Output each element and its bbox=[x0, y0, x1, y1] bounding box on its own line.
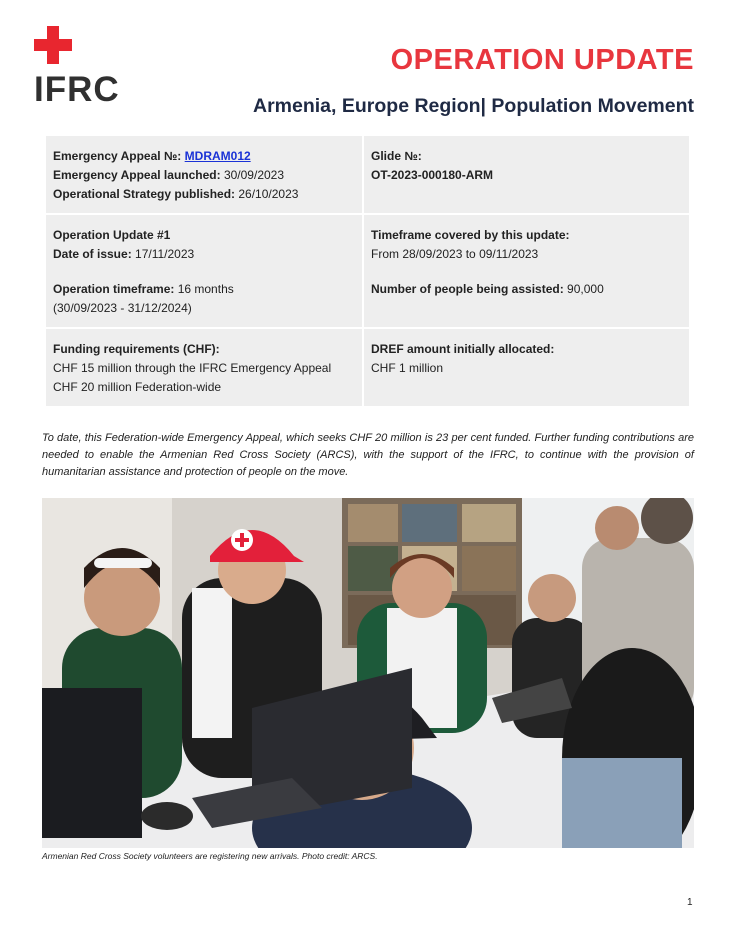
dref-label: DREF amount initially allocated: bbox=[371, 342, 555, 356]
launched-label: Emergency Appeal launched: bbox=[53, 168, 221, 182]
update-cell bbox=[46, 214, 363, 328]
operation-info-table bbox=[46, 136, 689, 406]
people-label: Number of people being assisted: bbox=[371, 282, 564, 296]
ifrc-logo bbox=[34, 22, 134, 112]
strategy-label: Operational Strategy published: bbox=[53, 187, 236, 201]
glide-label: Glide №: bbox=[371, 149, 422, 163]
table-row bbox=[46, 136, 689, 214]
appeal-link[interactable]: MDRAM012 bbox=[184, 149, 251, 163]
update-label: Operation Update #1 bbox=[53, 228, 171, 242]
issue-value: 17/11/2023 bbox=[135, 247, 195, 261]
covered-cell bbox=[363, 214, 689, 328]
glide-cell bbox=[363, 136, 689, 214]
page-subtitle: Armenia, Europe Region| Population Movement bbox=[253, 95, 694, 117]
funding-summary: To date, this Federation-wide Emergency Appeal, which seeks CHF 20 million is 23 per cent funded. Further funding contributions are needed to enable the Armenian Red Cross Society (ARCS), with the support of the IFRC, to continue with the provision of humanitarian assistance and protection of people on the move. bbox=[42, 432, 694, 478]
glide-value: OT-2023-000180-ARM bbox=[371, 168, 494, 182]
timeframe-value: 16 months bbox=[177, 282, 234, 296]
dref-cell bbox=[363, 328, 689, 406]
table-row bbox=[46, 214, 689, 328]
red-crescent-icon bbox=[80, 24, 120, 66]
funding-line-1: CHF 15 million through the IFRC Emergency Appeal bbox=[53, 361, 332, 375]
funding-line-2: CHF 20 million Federation-wide bbox=[53, 380, 222, 394]
people-value: 90,000 bbox=[567, 282, 604, 296]
timeframe-range: (30/09/2023 - 31/12/2024) bbox=[53, 301, 192, 315]
page-number: 1 bbox=[687, 897, 693, 908]
issue-label: Date of issue: bbox=[53, 247, 132, 261]
logo-text: IFRC bbox=[34, 70, 120, 109]
photo-caption: Armenian Red Cross Society volunteers are registering new arrivals. Photo credit: ARCS. bbox=[42, 851, 378, 861]
photo-illustration bbox=[42, 498, 694, 848]
strategy-value: 26/10/2023 bbox=[238, 187, 299, 201]
dref-value: CHF 1 million bbox=[371, 361, 444, 375]
appeal-cell bbox=[46, 136, 363, 214]
table-row bbox=[46, 328, 689, 406]
page-title: OPERATION UPDATE bbox=[390, 44, 694, 76]
funding-cell bbox=[46, 328, 363, 406]
launched-value: 30/09/2023 bbox=[223, 168, 285, 182]
covered-label: Timeframe covered by this update: bbox=[371, 228, 570, 242]
covered-value: From 28/09/2023 to 09/11/2023 bbox=[371, 247, 539, 261]
funding-label: Funding requirements (CHF): bbox=[53, 342, 220, 356]
timeframe-label: Operation timeframe: bbox=[53, 282, 175, 296]
appeal-label: Emergency Appeal №: bbox=[53, 149, 182, 163]
volunteers-photo bbox=[42, 498, 694, 848]
